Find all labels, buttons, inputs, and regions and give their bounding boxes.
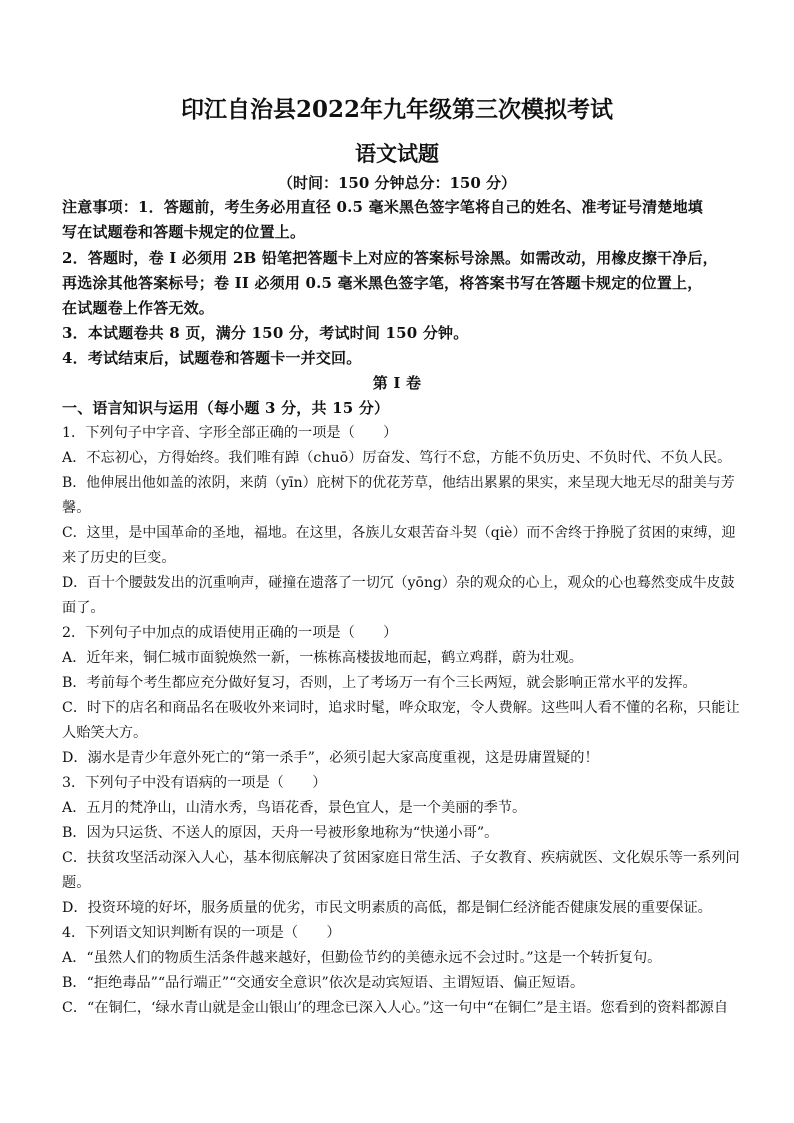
question-line: A．五月的梵净山，山清水秀，鸟语花香，景色宜人，是一个美丽的季节。 xyxy=(62,800,527,816)
question-line: 2．下列句子中加点的成语使用正确的一项是（ ） xyxy=(62,625,398,641)
notes-line: 4．考试结束后，试题卷和答题卡一并交回。 xyxy=(62,349,362,367)
exam-title: 印江自治县2022年九年级第三次模拟考试 xyxy=(180,96,613,123)
question-line: B．“拒绝毒品”“品行端正”“交通安全意识”依次是动宾短语、主谓短语、偏正短语。 xyxy=(62,975,585,991)
exam-time-info: （时间：150 分钟总分：150 分） xyxy=(277,174,517,192)
question-line: A．不忘初心，方得始终。我们唯有踔（chuō）厉奋发、笃行不怠，方能不负历史、不负时代、不负人民。 xyxy=(62,450,732,466)
question-line: 面了。 xyxy=(62,600,105,616)
question-line: D．百十个腰鼓发出的沉重响声，碰撞在遗落了一切冗（yōng）杂的观众的心上，观众的心也蓦然变成牛皮鼓 xyxy=(62,575,735,591)
part-title: 一、语言知识与运用（每小题 3 分，共 15 分） xyxy=(62,399,390,417)
question-line: 3．下列句子中没有语病的一项是（ ） xyxy=(62,775,327,791)
question-line: B．考前每个考生都应充分做好复习，否则，上了考场万一有个三长两短，就会影响正常水平的发挥。 xyxy=(62,675,697,691)
question-line: C．扶贫攻坚活动深入人心，基本彻底解决了贫困家庭日常生活、子女教育、疾病就医、文化娱乐等一系列问 xyxy=(62,850,740,866)
question-line: 馨。 xyxy=(62,500,91,516)
question-line: B．他伸展出他如盖的浓阴，来荫（yīn）庇树下的优花芳草，他结出累累的果实，来呈现大地无尽的甜美与芳 xyxy=(62,475,735,491)
section-title: 第 I 卷 xyxy=(372,374,422,392)
exam-subtitle: 语文试题 xyxy=(355,141,439,166)
question-line: B．因为只运货、不送人的原因，天舟一号被形象地称为“快递小哥”。 xyxy=(62,825,499,841)
question-line: D．投资环境的好坏，服务质量的优劣，市民文明素质的高低，都是铜仁经济能否健康发展的重要保证。 xyxy=(62,900,712,916)
question-line: 题。 xyxy=(62,875,91,891)
question-line: 4．下列语文知识判断有误的一项是（ ） xyxy=(62,925,341,941)
question-line: 人贻笑大方。 xyxy=(62,725,148,741)
question-line: D．溺水是青少年意外死亡的“第一杀手”，必须引起大家高度重视，这是毋庸置疑的！ xyxy=(62,750,599,766)
question-line: A．“虽然人们的物质生活条件越来越好，但勤俭节约的美德永远不会过时。”这是一个转折复句。 xyxy=(62,950,662,966)
question-line: C．时下的店名和商品名在吸收外来词时，追求时髦，哗众取宠，令人费解。这些叫人看不懂的名称，只能让 xyxy=(62,700,740,716)
notes-line: 在试题卷上作答无效。 xyxy=(62,299,215,317)
notes-line: 2．答题时，卷 I 必须用 2B 铅笔把答题卡上对应的答案标号涂黑。如需改动，用橡皮擦干净后， xyxy=(62,249,718,267)
question-line: C．这里，是中国革命的圣地，福地。在这里，各族儿女艰苦奋斗契（qiè）而不舍终于挣脱了贫困的束缚，迎 xyxy=(62,525,736,541)
notes-line: 再选涂其他答案标号；卷 II 必须用 0.5 毫米黑色签字笔，将答案书写在答题卡规定的位置上， xyxy=(62,274,703,292)
notes-line: 注意事项：1．答题前，考生务必用直径 0.5 毫米黑色签字笔将自己的姓名、准考证号清楚地填 xyxy=(62,198,703,216)
notes-line: 写在试题卷和答题卡规定的位置上。 xyxy=(62,223,306,241)
question-line: 1．下列句子中字音、字形全部正确的一项是（ ） xyxy=(62,425,398,441)
question-line: C．“在铜仁，‘绿水青山就是金山银山’的理念已深入人心。”这一句中“在铜仁”是主语。您看到的资料都源自 xyxy=(62,1000,729,1016)
question-line: 来了历史的巨变。 xyxy=(62,550,176,566)
notes-line: 3．本试题卷共 8 页，满分 150 分，考试时间 150 分钟。 xyxy=(62,324,469,342)
question-line: A．近年来，铜仁城市面貌焕然一新，一栋栋高楼拔地而起，鹤立鸡群，蔚为壮观。 xyxy=(62,650,583,666)
